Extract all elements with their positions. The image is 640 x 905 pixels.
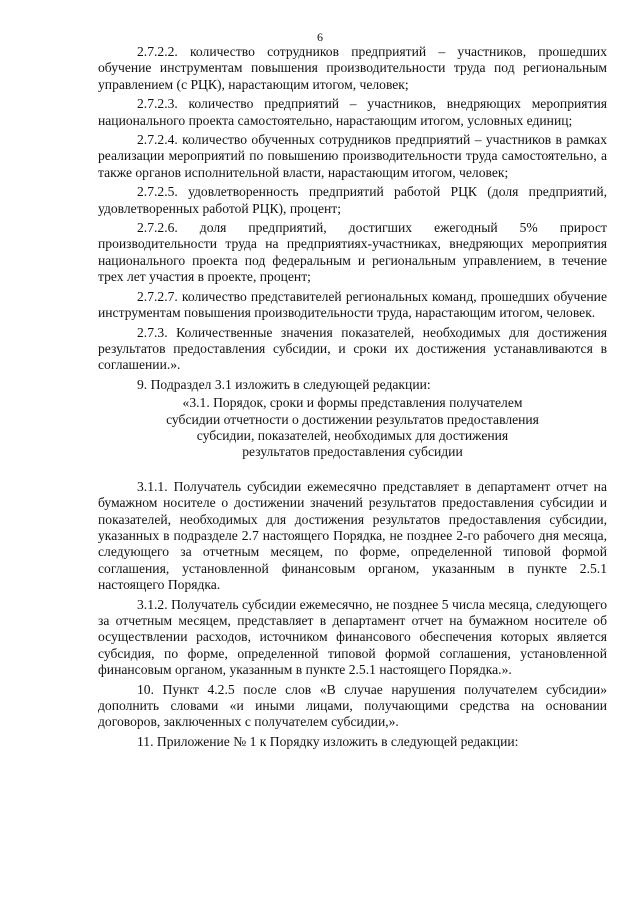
paragraph-2-7-2-6: 2.7.2.6. доля предприятий, достигших ежегодный 5% прирост производительности труда на предприятиях-участниках, внедряющих мероприятия национального проекта под федеральным и региональным управлением, в течение трех лет участия в проекте, процент; [98, 220, 607, 285]
paragraph-2-7-2-5: 2.7.2.5. удовлетворенность предприятий работой РЦК (доля предприятий, удовлетворенных работой РЦК), процент; [98, 184, 607, 216]
section-heading-3-1 [98, 395, 607, 461]
heading-line: «3.1. Порядок, сроки и формы представления получателем [182, 395, 523, 411]
paragraph-2-7-2-4: 2.7.2.4. количество обученных сотрудников предприятий – участников в рамках реализации мероприятий по повышению производительности труда самостоятельно, а также органов исполнительной власти, нарастающим итогом, человек; [98, 132, 607, 180]
paragraph-2-7-2-7: 2.7.2.7. количество представителей региональных команд, прошедших обучение инструментам повышения производительности труда, нарастающим итогом, человек. [98, 288, 607, 321]
paragraph-2-7-2-2: 2.7.2.2. количество сотрудников предприятий – участников, прошедших обучение инструментам повышения производительности труда под региональным управлением (с РЦК), нарастающим итогом, человек; [98, 44, 607, 92]
paragraph-item-10: 10. Пункт 4.2.5 после слов «В случае нарушения получателем субсидии» дополнить словами «и иными лицами, получающими средства на основании договоров, заключенных с получателем субсидии,». [98, 681, 607, 730]
paragraph-item-11: 11. Приложение № 1 к Порядку изложить в следующей редакции: [137, 733, 519, 749]
page-number: 6 [317, 30, 323, 44]
heading-line: субсидии, показателей, необходимых для достижения [196, 427, 509, 443]
paragraph-3-1-1: 3.1.1. Получатель субсидии ежемесячно представляет в департамент отчет на бумажном носителе о достижении значений результатов предоставления субсидии и показателей, необходимых для достижения результатов предоставления субсидии, указанных в подразделе 2.7 настоящего Порядка, не позднее 2-го рабочего дня месяца, следующего за отчетным месяцем, по форме, определенной типовой формой соглашения, установленной финансовым органом, указанным в пункте 2.5.1 настоящего Порядка. [98, 478, 607, 593]
spacer [98, 461, 607, 479]
heading-line: субсидии отчетности о достижении результатов предоставления [166, 411, 539, 427]
heading-line: результатов предоставления субсидии [242, 444, 463, 460]
paragraph-item-9: 9. Подраздел 3.1 изложить в следующей редакции: [137, 376, 431, 392]
paragraph-3-1-2: 3.1.2. Получатель субсидии ежемесячно, не позднее 5 числа месяца, следующего за отчетным месяцем, представляет в департамент отчет на бумажном носителе об осуществлении расходов, источником финансового обеспечения которых является субсидия, по форме, определенной типовой формой соглашения, установленной финансовым органом, указанным в пункте 2.5.1 настоящего Порядка.». [98, 596, 607, 678]
paragraph-2-7-2-3: 2.7.2.3. количество предприятий – участников, внедряющих мероприятия национального проекта самостоятельно, нарастающим итогом, условных единиц; [98, 96, 607, 128]
paragraph-2-7-3: 2.7.3. Количественные значения показателей, необходимых для достижения результатов предоставления субсидии, и сроки их достижения устанавливаются в соглашении.». [98, 324, 607, 373]
document-body [98, 44, 607, 753]
